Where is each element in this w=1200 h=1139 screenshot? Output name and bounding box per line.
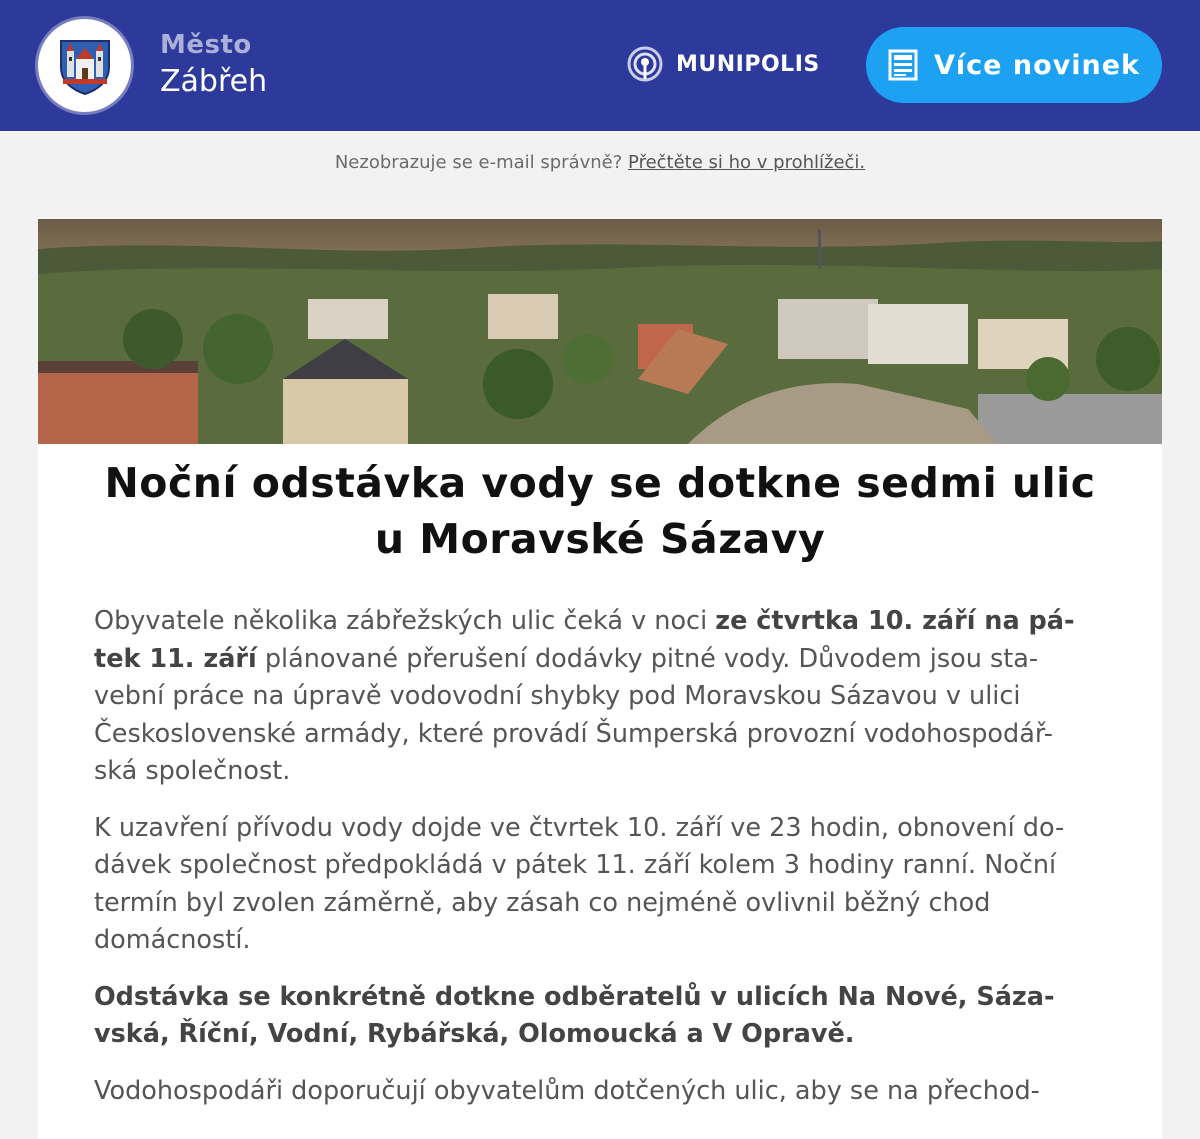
p3-bold-a: Odstávka se konkrétně dotkne odběratelů v ulicích Na Nové, Sáza- (94, 981, 1055, 1012)
p1-text-c: plánované přerušení dodávky pitné vody. Důvodem jsou sta- (256, 643, 1039, 674)
town-panorama-image (38, 219, 1162, 444)
town-name: Zábřeh (160, 64, 268, 99)
town-label-small: Město (160, 30, 252, 60)
p2-text-c: termín byl zvolen záměrně, aby zásah co nejméně ovlivnil běžný chod (94, 887, 991, 918)
p3-bold-b: vská, Říční, Vodní, Rybářská, Olomoucká a V Opravě. (94, 1019, 855, 1049)
munipolis-label: MUNIPOLIS (676, 51, 820, 77)
p1-text-d: vební práce na úpravě vodovodní shybky pod Moravskou Sázavou v ulici (94, 681, 1021, 711)
title-line-1: Noční odstávka vody se dotkne sedmi ulic (104, 459, 1096, 507)
article-body (94, 603, 1114, 1129)
munipolis-brand[interactable] (626, 44, 820, 84)
more-news-label: Více novinek (934, 49, 1140, 81)
p1-text-f: ská společnost. (94, 756, 291, 786)
header (0, 0, 1200, 131)
paragraph-3 (94, 979, 1114, 1054)
p1-bold-b: tek 11. září (94, 643, 257, 674)
p2-text-a: K uzavření přívodu vody dojde ve čtvrtek 10. září ve 23 hodin, obnovení do- (94, 812, 1065, 843)
notice-text: Nezobrazuje se e-mail správně? (334, 152, 623, 173)
article-title (38, 455, 1162, 567)
browser-view-notice (0, 152, 1200, 173)
more-news-button[interactable] (866, 27, 1162, 103)
p1-text-a: Obyvatele několika zábřežských ulic čeká v noci (94, 606, 716, 636)
broadcast-icon (626, 45, 664, 83)
title-line-2: u Moravské Sázavy (374, 515, 826, 563)
p1-bold-a: ze čtvrtka 10. září na pá- (715, 606, 1075, 636)
paragraph-4 (94, 1073, 1114, 1111)
hero-image (38, 219, 1162, 444)
paragraph-2 (94, 810, 1114, 960)
p1-text-e: Československé armády, které provádí Šumperská provozní vodohospodář- (94, 718, 1053, 749)
paragraph-1 (94, 603, 1114, 791)
p2-text-b: dávek společnost předpokládá v pátek 11. září kolem 3 hodiny ranní. Noční (94, 850, 1057, 880)
town-logo[interactable] (38, 19, 131, 112)
newspaper-icon (888, 49, 918, 81)
coat-of-arms-icon (57, 37, 113, 95)
view-in-browser-link[interactable]: Přečtěte si ho v prohlížeči. (628, 152, 866, 173)
p4-text-a: Vodohospodáři doporučují obyvatelům dotčených ulic, aby se na přechod- (94, 1075, 1040, 1106)
article-card (38, 219, 1162, 1139)
p2-text-d: domácností. (94, 925, 251, 955)
